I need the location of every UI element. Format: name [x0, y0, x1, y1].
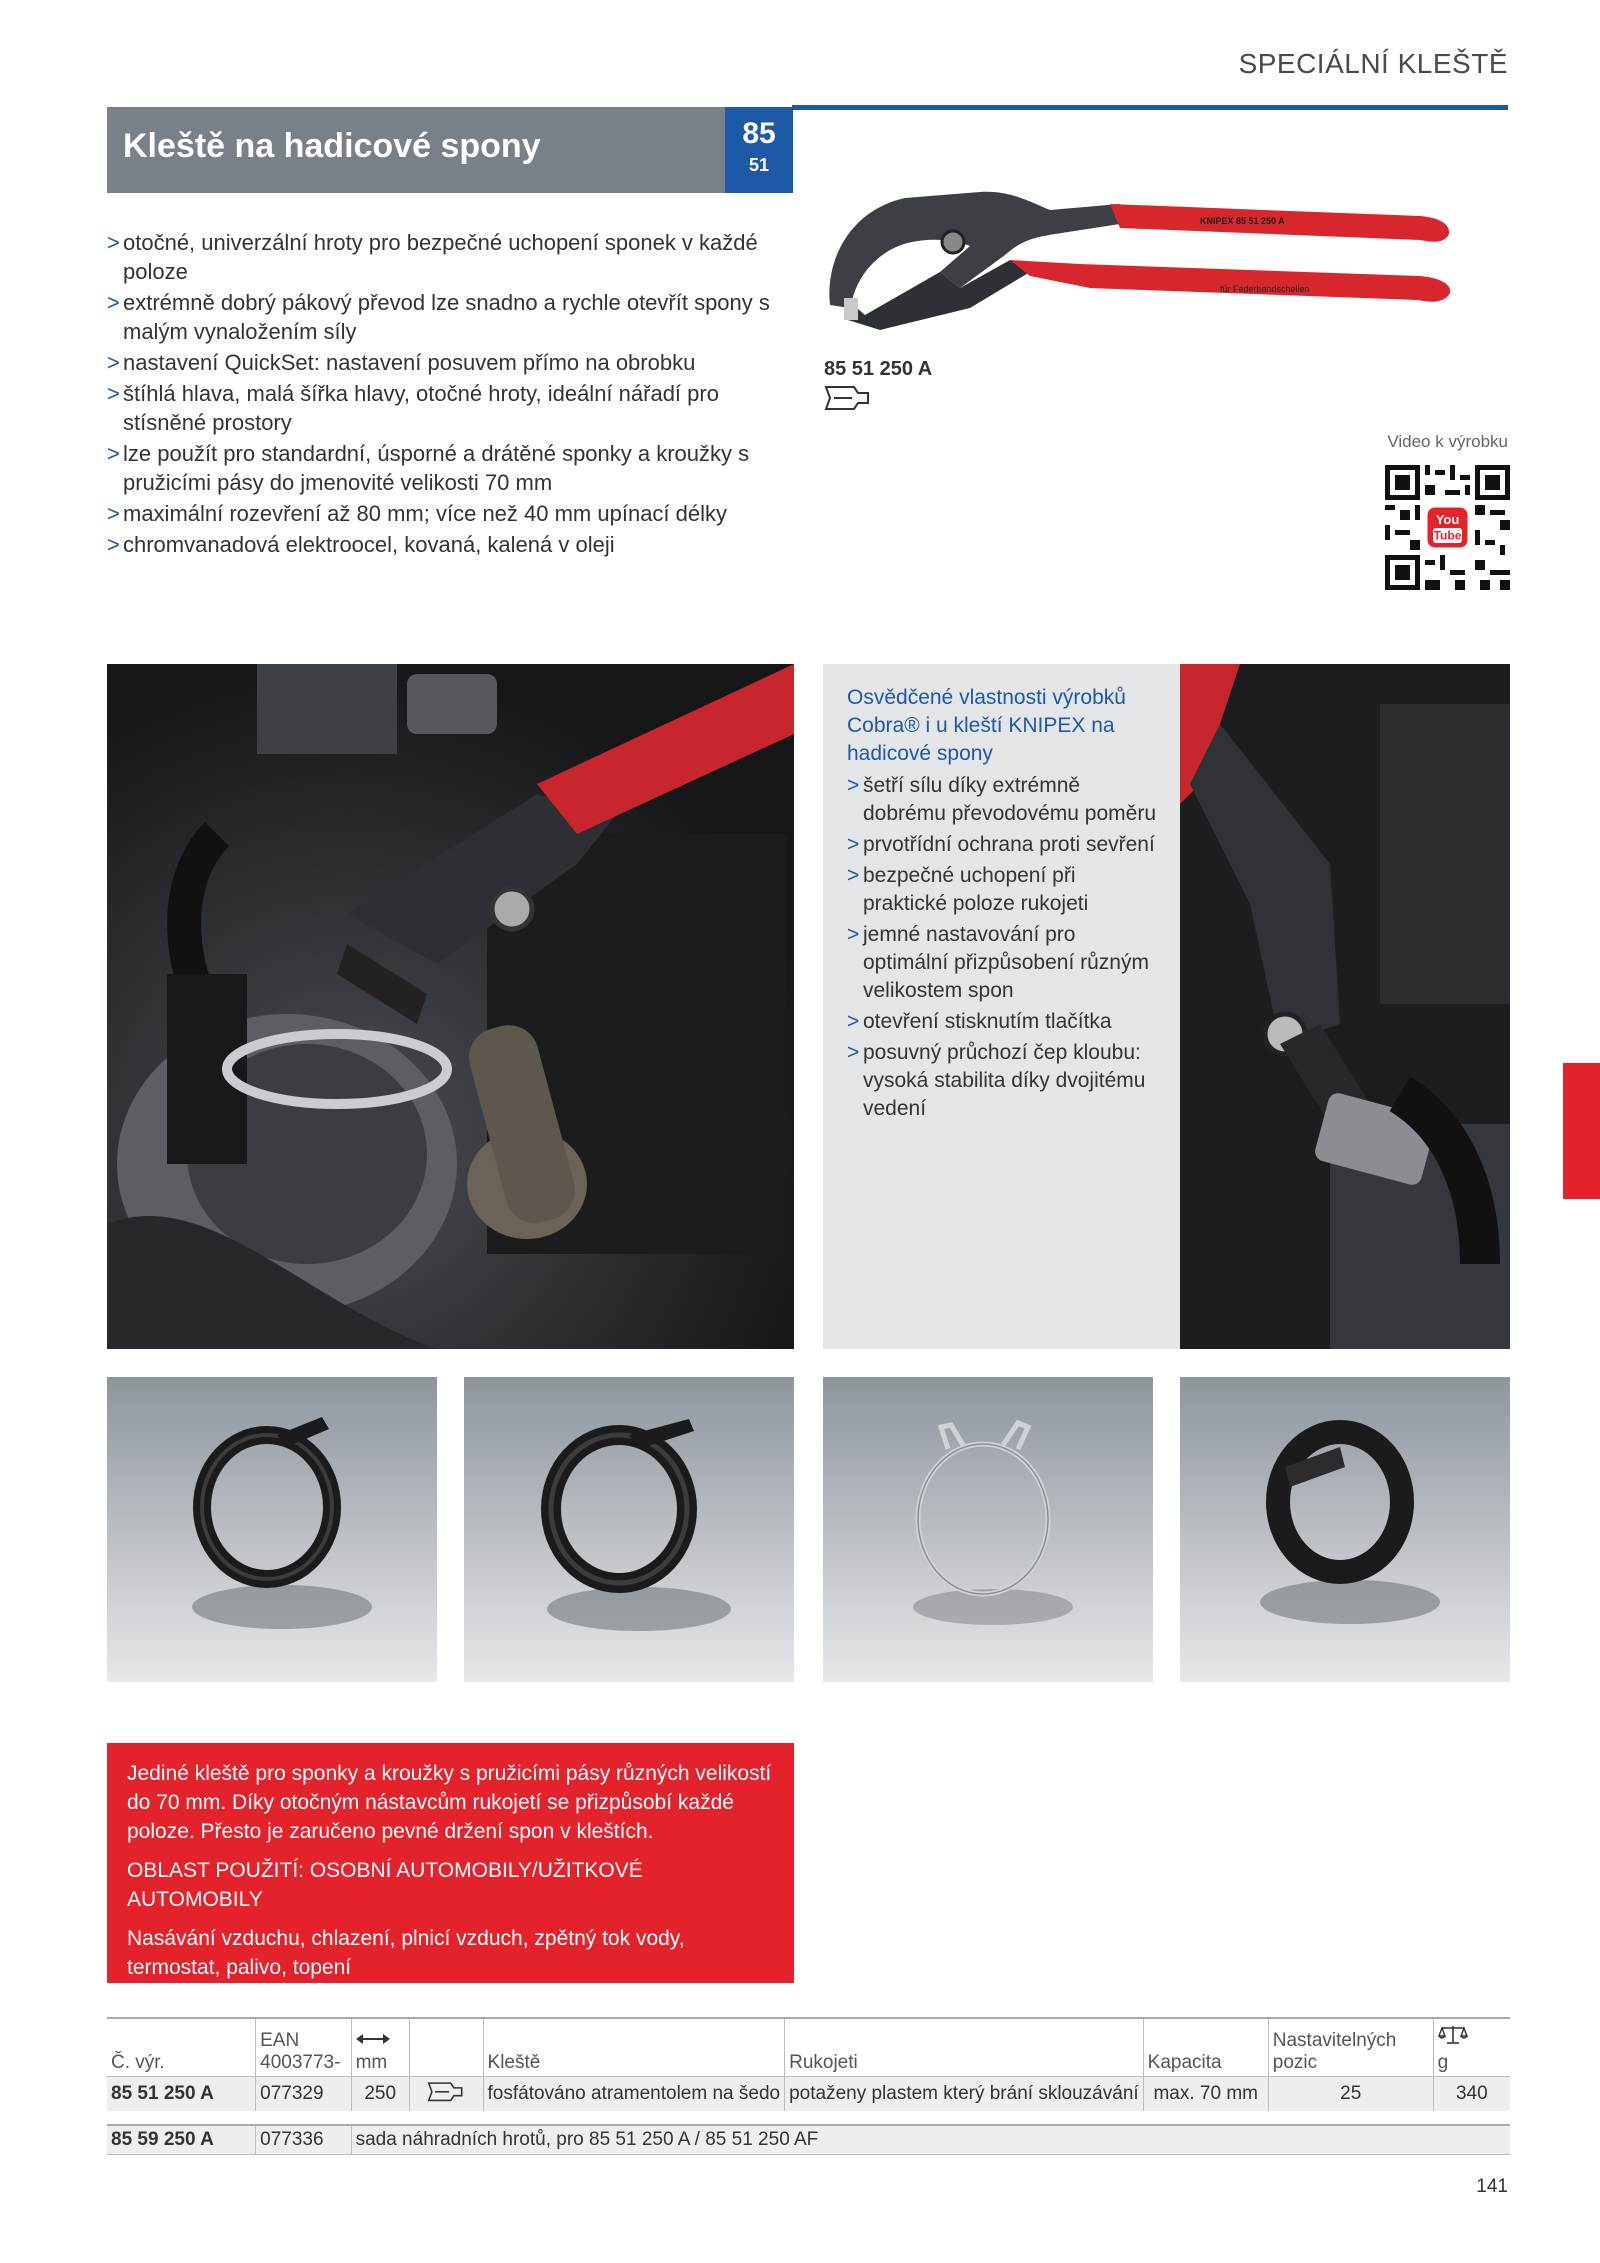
- youtube-qr-icon[interactable]: [1385, 465, 1510, 590]
- feature-item: > chromvanadová elektroocel, kovaná, kalená v oleji: [107, 530, 797, 559]
- engine-photo-side: [1180, 664, 1510, 1349]
- scale-icon: [1438, 2024, 1468, 2046]
- handle-label-top: KNIPEX 85 51 250 A: [1200, 216, 1285, 226]
- application-list: Nasávání vzduchu, chlazení, plnicí vzduch, zpětný tok vody, termostat, palivo, topení: [127, 1927, 685, 1979]
- spec-table: [107, 2017, 1510, 2155]
- product-group-code: [725, 107, 793, 193]
- feature-item: > štíhlá hlava, malá šířka hlavy, otočné hroty, ideální nářadí pro stísněné prostory: [107, 379, 797, 437]
- cobra-info-panel: [823, 664, 1180, 1349]
- engine-photo-main: [107, 664, 794, 1349]
- clamp-photo-1: [107, 1377, 437, 1682]
- cell-ean: 077329: [256, 2076, 351, 2111]
- application-area-heading: OBLAST POUŽITÍ: OSOBNÍ AUTOMOBILY/UŽITKOVÉ AUTOMOBILY: [127, 1859, 643, 1911]
- svg-text:Tube: Tube: [1433, 528, 1462, 543]
- info-panel-item: > jemné nastavování pro optimální přizpůsobení různým velikostem spon: [847, 921, 1160, 1005]
- page-title: Kleště na hadicové spony: [123, 127, 541, 165]
- handle-label-bottom: für Federbandschellen: [1220, 284, 1310, 294]
- cell-capacity: max. 70 mm: [1143, 2076, 1268, 2111]
- feature-item: > extrémně dobrý pákový převod lze snadno a rychle otevřít spony s malým vynaložením síly: [107, 288, 797, 346]
- table-spacer: [107, 2111, 1510, 2125]
- title-bar: [107, 107, 725, 193]
- cell-head-icon: [409, 2076, 483, 2111]
- cell-plier: fosfátováno atramentolem na šedo: [483, 2076, 785, 2111]
- col-header-head-icon: [409, 2018, 483, 2076]
- col-header-capacity: Kapacita: [1143, 2018, 1268, 2076]
- clamp-photo-2: [464, 1377, 794, 1682]
- cell-handles: potaženy plastem který brání sklouzávání: [785, 2076, 1144, 2111]
- section-title: SPECIÁLNÍ KLEŠTĚ: [1238, 48, 1508, 79]
- cell-code: 85 59 250 A: [111, 2128, 214, 2150]
- group-code-main: 85: [742, 117, 776, 150]
- application-info-box: [107, 1743, 794, 1983]
- feature-list: [107, 228, 797, 561]
- feature-item: > nastavení QuickSet: nastavení posuvem přímo na obrobku: [107, 348, 797, 377]
- info-panel-heading: Osvědčené vlastnosti výrobků Cobra® i u kleští KNIPEX na hadicové spony: [847, 686, 1126, 765]
- plier-head-icon: [426, 2080, 466, 2102]
- clamp-photo-4: [1180, 1377, 1510, 1682]
- feature-item: > lze použít pro standardní, úsporné a drátěné sponky a kroužky s pružicími pásy do jmenovité velikosti 70 mm: [107, 439, 797, 497]
- cell-positions: 25: [1268, 2076, 1433, 2111]
- info-panel-item: > otevření stisknutím tlačítka: [847, 1008, 1160, 1036]
- application-description: Jediné kleště pro sponky a kroužky s pružicími pásy různých velikostí do 70 mm. Díky otočným nástavcům rukojetí se přizpůsobí každé poloze. Přesto je zaručeno pevné držení spon v kleštích.: [127, 1762, 772, 1843]
- length-unit: mm: [355, 2051, 388, 2073]
- table-row: [107, 2076, 1510, 2111]
- page-number: 141: [1476, 2176, 1508, 2197]
- header-rule: [792, 105, 1508, 110]
- positions-label-bottom: pozic: [1272, 2051, 1318, 2073]
- table-row: [107, 2125, 1510, 2155]
- plier-head-icon: [824, 383, 872, 411]
- feature-item: > maximální rozevření až 80 mm; více než 40 mm upínací délky: [107, 499, 797, 528]
- clamp-photo-3: [823, 1377, 1153, 1682]
- feature-item: > otočné, univerzální hroty pro bezpečné uchopení sponek v každé poloze: [107, 228, 797, 286]
- table-header-row: [107, 2018, 1510, 2076]
- info-panel-item: > prvotřídní ochrana proti sevření: [847, 831, 1160, 859]
- info-panel-list: [847, 772, 1160, 1123]
- group-code-sub: 51: [748, 155, 770, 175]
- col-header-length: [351, 2018, 409, 2076]
- video-label: Video k výrobku: [1387, 432, 1508, 451]
- cell-code: 85 51 250 A: [111, 2082, 214, 2104]
- col-header-plier: Kleště: [483, 2018, 785, 2076]
- info-panel-item: > šetří sílu díky extrémně dobrému převodovému poměru: [847, 772, 1160, 828]
- cell-length: 250: [351, 2076, 409, 2111]
- col-header-ean: [256, 2018, 351, 2076]
- info-panel-item: > posuvný průchozí čep kloubu: vysoká stabilita díky dvojitému vedení: [847, 1039, 1160, 1123]
- product-code: 85 51 250 A: [824, 358, 933, 380]
- ean-label: EAN: [260, 2029, 300, 2051]
- cell-ean: 077336: [256, 2125, 351, 2155]
- ean-prefix: 4003773-: [260, 2051, 341, 2073]
- weight-unit: g: [1437, 2051, 1449, 2073]
- col-header-weight: [1433, 2018, 1510, 2076]
- col-header-positions: [1268, 2018, 1433, 2076]
- cell-description: sada náhradních hrotů, pro 85 51 250 A / 85 51 250 AF: [351, 2125, 1510, 2155]
- svg-text:You: You: [1435, 512, 1460, 527]
- col-header-handles: Rukojeti: [785, 2018, 1144, 2076]
- positions-label-top: Nastavitelných: [1272, 2029, 1397, 2051]
- cell-weight: 340: [1433, 2076, 1510, 2111]
- double-arrow-icon: [356, 2032, 390, 2046]
- pliers-product-image: [820, 180, 1460, 365]
- info-panel-item: > bezpečné uchopení při praktické poloze rukojeti: [847, 862, 1160, 918]
- section-tab-marker: [1563, 1063, 1600, 1199]
- col-header-code: Č. výr.: [111, 2051, 165, 2073]
